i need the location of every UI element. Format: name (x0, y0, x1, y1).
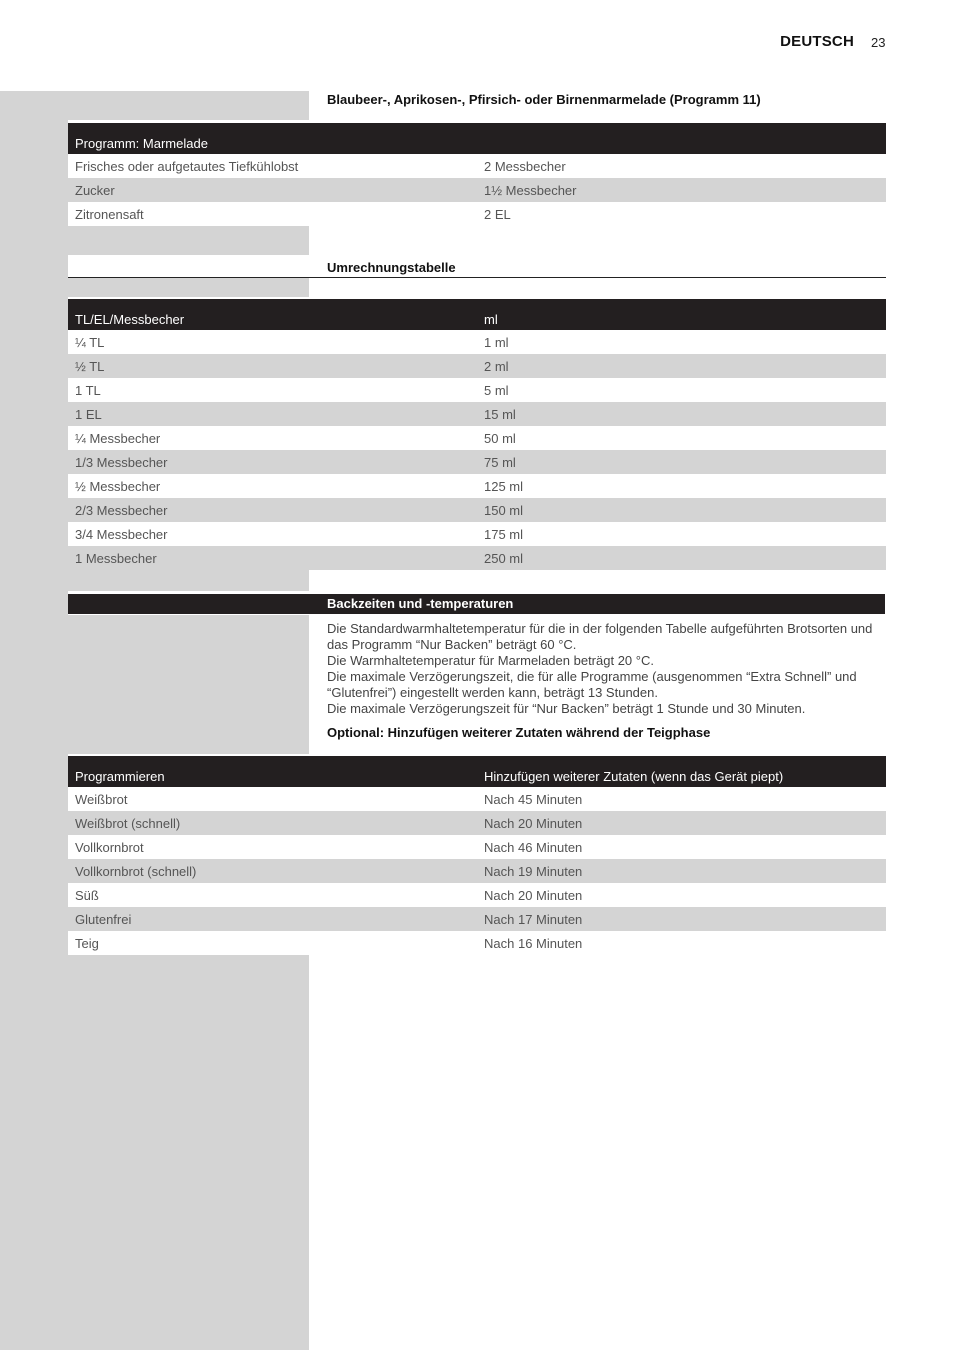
paragraph-line: Die Standardwarmhaltetemperatur für die in der folgenden Tabelle aufgeführten Brotsorten und (327, 621, 873, 636)
table-row (68, 522, 886, 546)
table-row (68, 835, 886, 859)
conversion-section-title: Umrechnungstabelle (327, 260, 456, 275)
page-number: 23 (871, 35, 886, 50)
baking-section-title: Backzeiten und -temperaturen (327, 596, 514, 611)
table-cell: Teig (68, 931, 477, 955)
table-row (68, 859, 886, 883)
table-cell: 250 ml (477, 546, 886, 570)
table-row (68, 907, 886, 931)
table-cell: Glutenfrei (68, 907, 477, 931)
table-cell: 125 ml (477, 474, 886, 498)
table-header-cell: ml (477, 299, 886, 330)
table-header-cell: Hinzufügen weiterer Zutaten (wenn das Gerät piept) (477, 756, 886, 787)
table-cell: 50 ml (477, 426, 886, 450)
table-row (68, 202, 886, 226)
table-cell: 1/3 Messbecher (68, 450, 477, 474)
table-cell: 150 ml (477, 498, 886, 522)
table-cell: 2/3 Messbecher (68, 498, 477, 522)
table-cell: Zucker (68, 178, 477, 202)
table-row (68, 450, 886, 474)
table-cell: ½ Messbecher (68, 474, 477, 498)
table-cell: 2 Messbecher (477, 154, 886, 178)
table-cell: ¼ TL (68, 330, 477, 354)
table-header-cell: TL/EL/Messbecher (68, 299, 477, 330)
table-row (68, 498, 886, 522)
table-cell: Weißbrot (schnell) (68, 811, 477, 835)
table-cell: 1 ml (477, 330, 886, 354)
table-header-cell: Programm: Marmelade (68, 123, 477, 154)
paragraph-line: “Glutenfrei”) eingestellt werden kann, beträgt 13 Stunden. (327, 685, 658, 700)
table-cell: 1 TL (68, 378, 477, 402)
language-label: DEUTSCH (780, 33, 854, 50)
table-cell: Zitronensaft (68, 202, 477, 226)
section-divider (68, 277, 886, 278)
paragraph-line: Die maximale Verzögerungszeit, die für alle Programme (ausgenommen “Extra Schnell” und (327, 669, 857, 684)
jam-table (68, 123, 886, 226)
table-cell: 175 ml (477, 522, 886, 546)
table-cell: Nach 19 Minuten (477, 859, 886, 883)
table-cell: 1 Messbecher (68, 546, 477, 570)
table-cell: Nach 17 Minuten (477, 907, 886, 931)
table-cell: Nach 20 Minuten (477, 811, 886, 835)
table-row (68, 474, 886, 498)
table-cell: Frisches oder aufgetautes Tiefkühlobst (68, 154, 477, 178)
table-row (68, 426, 886, 450)
paragraph-line: Die Warmhaltetemperatur für Marmeladen beträgt 20 °C. (327, 653, 654, 668)
table-cell: 1½ Messbecher (477, 178, 886, 202)
baking-section-bar (68, 594, 885, 614)
conversion-title-backdrop (68, 255, 309, 277)
table-cell: 1 EL (68, 402, 477, 426)
table-row (68, 178, 886, 202)
table-row (68, 354, 886, 378)
table-cell: 3/4 Messbecher (68, 522, 477, 546)
table-row (68, 883, 886, 907)
table-cell: 2 EL (477, 202, 886, 226)
optional-heading: Optional: Hinzufügen weiterer Zutaten während der Teigphase (327, 725, 711, 740)
table-header-cell (477, 123, 886, 154)
table-row (68, 330, 886, 354)
table-row (68, 931, 886, 955)
table-cell: 15 ml (477, 402, 886, 426)
table-row (68, 811, 886, 835)
table-header-cell: Programmieren (68, 756, 477, 787)
table-row (68, 378, 886, 402)
table-cell: ¼ Messbecher (68, 426, 477, 450)
table-cell: 2 ml (477, 354, 886, 378)
table-cell: Nach 20 Minuten (477, 883, 886, 907)
table-header-row (68, 299, 886, 330)
table-cell: Nach 46 Minuten (477, 835, 886, 859)
table-cell: Vollkornbrot (schnell) (68, 859, 477, 883)
table-cell: Nach 45 Minuten (477, 787, 886, 811)
table-cell: Süß (68, 883, 477, 907)
table-header-row (68, 756, 886, 787)
table-row (68, 546, 886, 570)
table-row (68, 402, 886, 426)
table-cell: Weißbrot (68, 787, 477, 811)
table-cell: 75 ml (477, 450, 886, 474)
margin-sidebar (0, 91, 309, 1350)
baking-info-paragraph (327, 621, 882, 717)
ingredients-timing-table (68, 756, 886, 955)
table-cell: Vollkornbrot (68, 835, 477, 859)
paragraph-line: Die maximale Verzögerungszeit für “Nur Backen” beträgt 1 Stunde und 30 Minuten. (327, 701, 806, 716)
table-row (68, 787, 886, 811)
conversion-table (68, 299, 886, 570)
table-cell: Nach 16 Minuten (477, 931, 886, 955)
table-header-row (68, 123, 886, 154)
table-cell: ½ TL (68, 354, 477, 378)
table-row (68, 154, 886, 178)
jam-section-title: Blaubeer-, Aprikosen-, Pfirsich- oder Birnenmarmelade (Programm 11) (327, 92, 761, 107)
paragraph-line: das Programm “Nur Backen” beträgt 60 °C. (327, 637, 577, 652)
table-cell: 5 ml (477, 378, 886, 402)
